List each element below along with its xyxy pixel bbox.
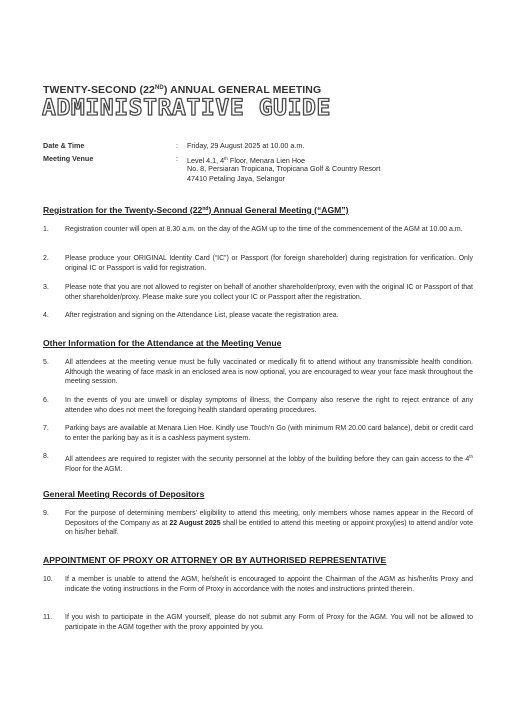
item-number: 4. xyxy=(43,312,49,319)
registration-item-1: Registration counter will open at 8.30 a.m. on the day of the AGM up to the time of the commencement of the AGM at 10.00 a.m. xyxy=(65,226,463,233)
date-time-value: Friday, 29 August 2025 at 10.00 a.m. xyxy=(187,141,305,150)
proxy-item-11: If you wish to participate in the AGM yourself, please do not submit any Form of Proxy for the AGM. You will not be allowed to participate in the AGM together with the proxy appointed by you. xyxy=(65,614,473,631)
registration-item-2: Please produce your ORIGINAL Identity Card (“IC”) or Passport (for foreign shareholder) during registration for verification. Only original IC or Passport is valid for registration. xyxy=(65,255,473,272)
attendance-item-6: In the events of you are unwell or display symptoms of illness, the Company also reserve the right to reject entrance of any attendee who does not meet the foregoing health standard operating procedures. xyxy=(65,397,473,414)
guide-title: ADMINISTRATIVE GUIDE xyxy=(42,96,331,121)
venue-line-2: No. 8, Persiaran Tropicana, Tropicana Golf & Country Resort xyxy=(187,164,381,173)
attendance-item-5: All attendees at the meeting venue must be fully vaccinated or medically fit to attend without any transmissible health condition. Although the wearing of face mask in an enclosed area is now optional, you are encouraged to wear your face mask throughout the meeting session. xyxy=(65,359,473,386)
meeting-title: TWENTY-SECOND (22ND) ANNUAL GENERAL MEETING xyxy=(43,84,322,96)
date-time-colon: : xyxy=(176,141,178,150)
item-number: 11. xyxy=(43,614,53,621)
item-number: 8. xyxy=(43,453,49,460)
item-number: 2. xyxy=(43,255,49,262)
item-number: 1. xyxy=(43,226,49,233)
venue-line-3: 47410 Petaling Jaya, Selangor xyxy=(187,174,285,183)
registration-item-4: After registration and signing on the Attendance List, please vacate the registration area. xyxy=(65,312,339,319)
proxy-item-10: If a member is unable to attend the AGM, he/she/it is encouraged to appoint the Chairman of the AGM as his/her/its Proxy and indicate the voting instructions in the Form of Proxy in accordance with the notes and instructions printed therein. xyxy=(65,576,473,593)
records-item-9: For the purpose of determining members’ eligibility to attend this meeting, only members whose names appear in the Record of Depositors of the Company as at 22 August 2025 shall be entitled to attend this meeting or appoint proxy(ies) to attend and/or vote on his/her behalf. xyxy=(65,510,474,537)
registration-heading: Registration for the Twenty-Second (22nd) Annual General Meeting (“AGM”) xyxy=(43,205,349,215)
attendance-item-7: Parking bays are available at Menara Lien Hoe. Kindly use Touch’n Go (with minimum RM 20.00 card balance), debit or credit card to enter the parking bay as it is a cashless payment system. xyxy=(65,425,473,442)
records-heading: General Meeting Records of Depositors xyxy=(43,489,205,499)
venue-line-1: Level 4.1, 4th Floor, Menara Lien Hoe xyxy=(187,156,306,165)
item-number: 7. xyxy=(43,425,49,432)
meeting-venue-label: Meeting Venue xyxy=(43,154,94,163)
item-number: 3. xyxy=(43,284,49,291)
item-number: 6. xyxy=(43,397,49,404)
meeting-venue-colon: : xyxy=(176,154,178,163)
date-time-label: Date & Time xyxy=(43,141,85,150)
attendance-heading: Other Information for the Attendance at the Meeting Venue xyxy=(43,338,282,348)
item-number: 10. xyxy=(43,576,53,583)
registration-item-3: Please note that you are not allowed to register on behalf of another shareholder/proxy, even with the original IC or Passport of that other shareholder/proxy. Please make sure you collect your IC or Passport after the registration. xyxy=(65,284,473,301)
item-number: 9. xyxy=(43,510,49,517)
item-number: 5. xyxy=(43,359,49,366)
proxy-heading: APPOINTMENT OF PROXY OR ATTORNEY OR BY AUTHORISED REPRESENTATIVE xyxy=(43,555,387,565)
attendance-item-8: All attendees are required to register with the security personnel at the lobby of the building before they can gain access to the 4th Floor for the AGM. xyxy=(65,454,473,473)
